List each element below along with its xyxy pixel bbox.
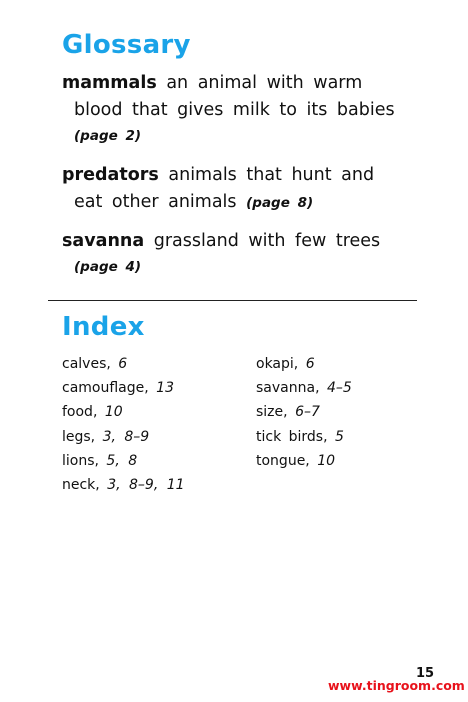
index-term: food, [62,404,98,421]
index-item [62,376,185,400]
glossary-entry-predators [62,162,442,217]
index-term: neck, [62,477,100,494]
glossary-definition: an animal with warm [166,73,363,93]
glossary-term: mammals [62,73,157,93]
index-term: size, [256,404,288,421]
glossary-definition-cont: blood that gives milk to its babies [74,100,395,120]
page-number: 15 [416,666,435,681]
index-item [62,449,185,473]
glossary-page-ref: (page 8) [246,195,314,211]
index-term: okapi, [256,356,299,372]
glossary-title: Glossary [62,30,191,60]
glossary-page-ref: (page 4) [74,259,142,275]
glossary-definition-cont: eat other animals [74,192,237,212]
glossary-term: savanna [62,231,145,251]
index-term: tongue, [256,452,310,469]
index-pages: 3, 8–9 [102,428,150,445]
index-item [256,376,352,400]
index-item [256,449,352,473]
index-pages: 6 [305,356,315,372]
index-column-right [256,352,352,473]
index-item [62,352,185,376]
index-item [256,352,352,376]
index-term: camouflage, [62,380,149,397]
index-item [62,473,185,497]
glossary-entry-mammals [62,70,442,148]
section-divider [48,300,417,301]
index-pages: 13 [156,380,174,397]
index-term: legs, [62,428,96,445]
glossary-entry-savanna [62,228,442,279]
index-term: lions, [62,452,99,469]
glossary-definition: animals that hunt and [168,165,375,185]
index-pages: 5 [335,428,344,445]
index-item [62,425,185,449]
index-item [62,400,185,424]
glossary-term: predators [62,165,159,185]
index-title: Index [62,312,145,342]
index-pages: 4–5 [326,380,352,397]
glossary-definition: grassland with few trees [153,231,381,251]
index-pages: 10 [317,452,336,469]
index-pages: 6 [118,356,128,372]
index-pages: 6–7 [295,404,320,421]
index-term: savanna, [256,380,320,397]
glossary-page-ref: (page 2) [74,128,142,144]
index-column-left [62,352,185,497]
index-term: calves, [62,356,111,372]
watermark: www.tingroom.com [328,678,465,693]
index-pages: 10 [104,404,123,421]
index-item [256,400,352,424]
index-pages: 5, 8 [106,452,138,469]
index-term: tick birds, [256,428,328,445]
index-pages: 3, 8–9, 11 [107,477,185,494]
index-item [256,425,352,449]
